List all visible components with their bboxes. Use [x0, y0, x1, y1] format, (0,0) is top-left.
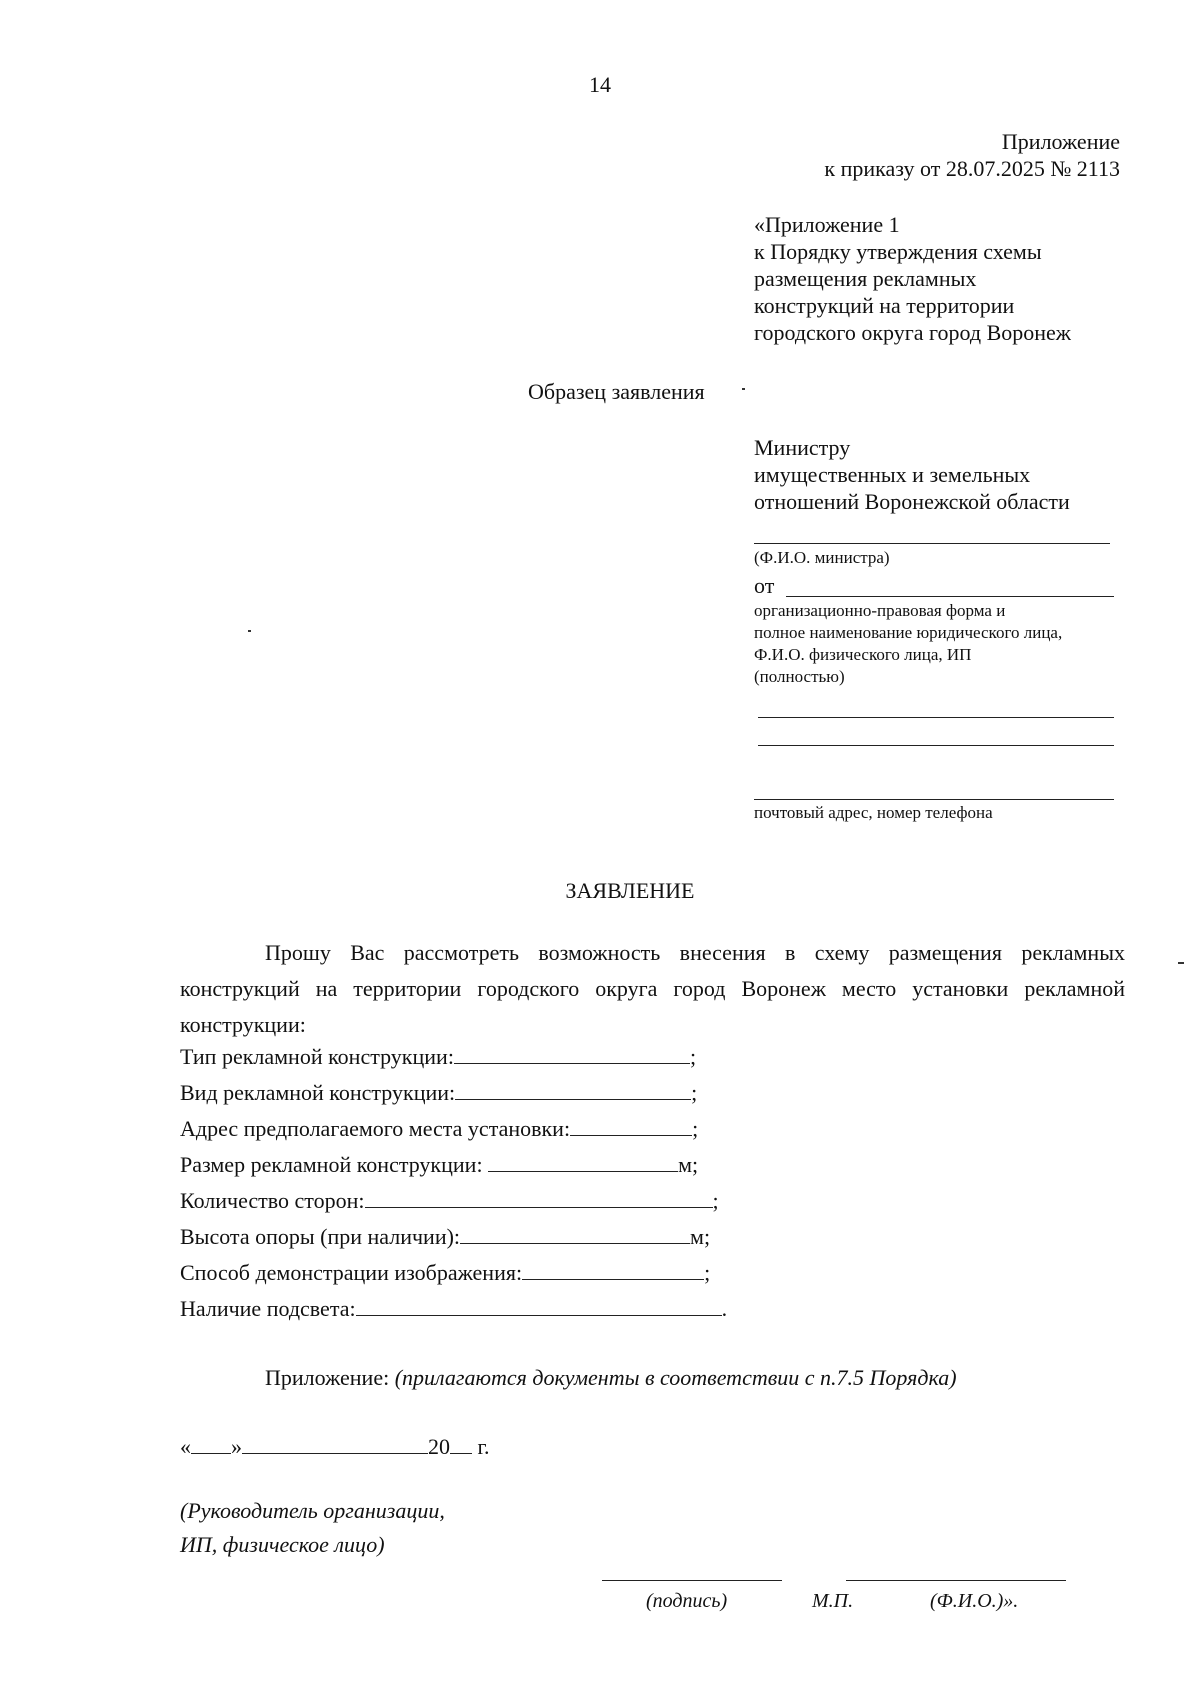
signature-line [602, 1580, 782, 1581]
field-label: Высота опоры (при наличии): [180, 1224, 461, 1249]
field-suffix: ; [704, 1260, 711, 1285]
attachment-text: (прилагаются документы в соответствии с п.7.5 Порядка) [394, 1365, 957, 1390]
field-label: Способ демонстрации изображения: [180, 1260, 523, 1285]
scan-speck [248, 630, 251, 632]
form-field [180, 1080, 697, 1106]
year-blank [450, 1435, 472, 1454]
form-field [180, 1224, 710, 1250]
form-field [180, 1260, 710, 1286]
attachment-label: Приложение: [265, 1365, 395, 1390]
attachment-line [265, 1365, 957, 1391]
address-caption: почтовый адрес, номер телефона [754, 803, 993, 822]
scan-speck [742, 388, 745, 390]
applicant-line-1 [758, 717, 1114, 718]
applicant-caption [754, 600, 1062, 688]
date-close-quote: » [231, 1434, 242, 1459]
signature-caption: (подпись) [646, 1590, 728, 1612]
appendix-header-line1: Приложение [1001, 129, 1120, 154]
form-field [180, 1152, 698, 1178]
applicant-caption-line: полное наименование юридического лица, [754, 623, 1063, 642]
applicant-caption-line: Ф.И.О. физического лица, ИП [754, 645, 972, 664]
request-line-3: конструкции: [180, 1012, 306, 1037]
from-label: от [754, 573, 775, 598]
field-blank [365, 1189, 713, 1208]
signer-line-1: (Руководитель организации, [180, 1498, 445, 1523]
stamp-caption: М.П. [812, 1590, 854, 1612]
fio-minister-caption: (Ф.И.О. министра) [754, 548, 890, 567]
appendix-header [824, 128, 1120, 182]
field-label: Вид рекламной конструкции: [180, 1080, 456, 1105]
date-open-quote: « [180, 1434, 191, 1459]
addressee-block [754, 434, 1070, 515]
field-suffix: м; [690, 1224, 711, 1249]
form-field [180, 1044, 696, 1070]
sample-label: Образец заявления [528, 379, 705, 404]
field-suffix: ; [689, 1044, 697, 1069]
field-blank [460, 1225, 690, 1244]
request-line-2: конструкций на территории городского округа город Воронеж место установки рекламной [180, 976, 1125, 1001]
field-suffix: ; [692, 1116, 699, 1141]
document-title: ЗАЯВЛЕНИЕ [565, 878, 695, 903]
field-label: Количество сторон: [180, 1188, 365, 1213]
field-suffix: . [721, 1296, 728, 1321]
field-blank [454, 1045, 690, 1064]
applicant-line-2 [758, 745, 1114, 746]
applicant-caption-line: (полностью) [754, 667, 845, 686]
page-number: 14 [589, 72, 611, 97]
appendix1-line: «Приложение 1 [754, 212, 900, 237]
day-blank [191, 1435, 231, 1454]
form-field [180, 1296, 727, 1322]
date-line [180, 1434, 490, 1460]
field-blank [356, 1297, 722, 1316]
minister-name-line [754, 543, 1110, 544]
appendix1-line: конструкций на территории [754, 293, 1015, 318]
appendix1-block [754, 211, 1071, 346]
field-blank [488, 1153, 678, 1172]
signer-line-2: ИП, физическое лицо) [180, 1532, 385, 1557]
field-blank [522, 1261, 704, 1280]
fio-line [846, 1580, 1066, 1581]
addressee-line: имущественных и земельных [754, 462, 1031, 487]
field-label: Адрес предполагаемого места установки: [180, 1116, 571, 1141]
addressee-line: Министру [754, 435, 851, 460]
appendix1-line: к Порядку утверждения схемы [754, 239, 1042, 264]
scan-speck [1178, 962, 1184, 964]
field-blank [455, 1081, 691, 1100]
request-line-1: Прошу Вас рассмотреть возможность внесения в схему размещения рекламных [265, 940, 1125, 965]
month-blank [242, 1435, 428, 1454]
field-suffix: ; [712, 1188, 719, 1213]
field-suffix: м; [678, 1152, 699, 1177]
appendix1-line: городского округа город Воронеж [754, 320, 1071, 345]
year-suffix: г. [472, 1434, 490, 1459]
addressee-line: отношений Воронежской области [754, 489, 1070, 514]
appendix1-line: размещения рекламных [754, 266, 977, 291]
form-field [180, 1188, 719, 1214]
appendix-header-line2: к приказу от 28.07.2025 № 2113 [824, 156, 1120, 181]
applicant-caption-line: организационно-правовая форма и [754, 601, 1006, 620]
field-label: Размер рекламной конструкции: [180, 1152, 489, 1177]
field-suffix: ; [691, 1080, 698, 1105]
signer-block [180, 1494, 445, 1562]
from-name-line [786, 596, 1114, 597]
year-prefix: 20 [428, 1434, 450, 1459]
field-label: Наличие подсвета: [180, 1296, 356, 1321]
field-blank [570, 1117, 692, 1136]
address-line [754, 799, 1114, 800]
fio-caption: (Ф.И.О.)». [930, 1590, 1019, 1612]
field-label: Тип рекламной конструкции: [180, 1044, 454, 1069]
form-field [180, 1116, 698, 1142]
